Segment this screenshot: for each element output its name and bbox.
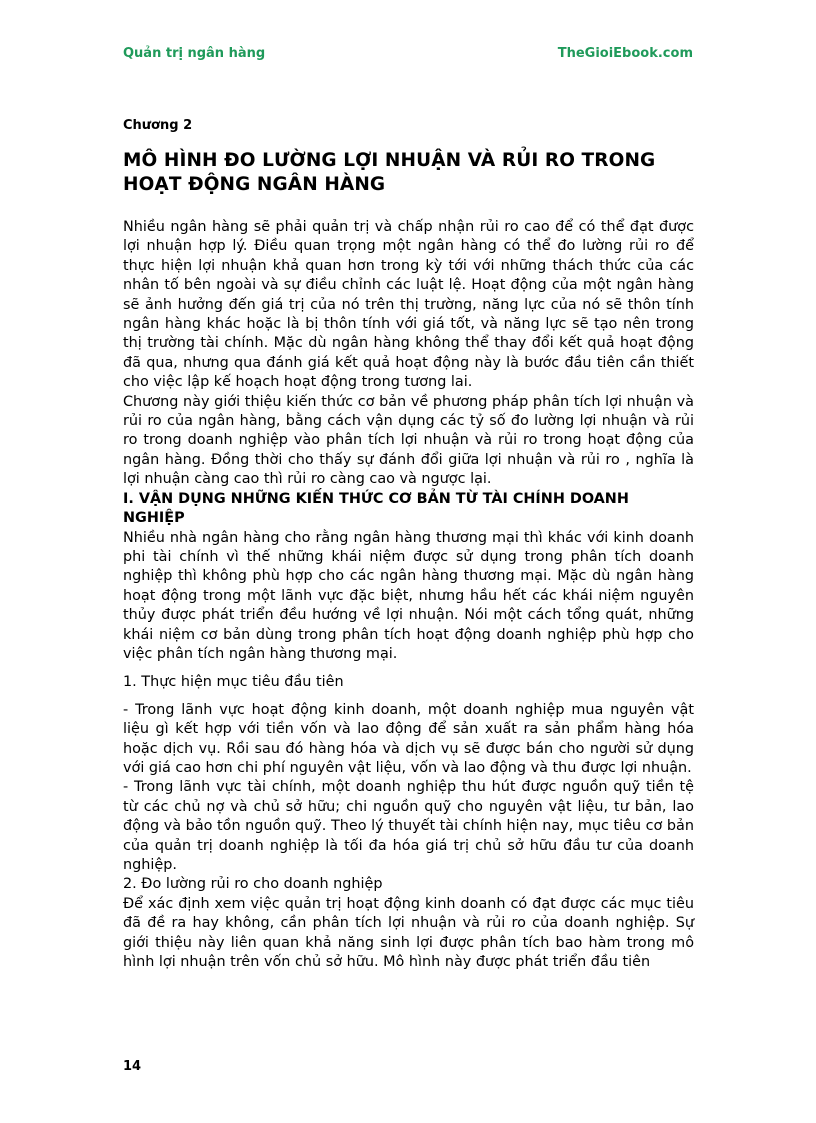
chapter-label: Chương 2 <box>123 118 193 133</box>
paragraph-section-1: Nhiều nhà ngân hàng cho rằng ngân hàng thương mại thì khác với kinh doanh phi tài chính vì thế những khái niệm được sử dụng trong phân tích doanh nghiệp thì không phù hợp cho các ngân hàng thương mại. Mặc dù ngân hàng hoạt động trong một lãnh vực đặc biệt, nhưng hầu hết các khái niệm nguyên thủy được phát triển đều hướng về lợi nhuận. Nói một cách tổng quát, những khái niệm cơ bản dùng trong phân tích hoạt động doanh nghiệp phù hợp cho việc phân tích ngân hàng thương mại. <box>123 529 694 662</box>
paragraph-finance-activity: - Trong lãnh vực tài chính, một doanh nghiệp thu hút được nguồn quỹ tiền tệ từ các chủ nợ và chủ sở hữu; chi nguồn quỹ cho nguyên vật liệu, tư bản, lao động và bảo tồn nguồn quỹ. Theo lý thuyết tài chính hiện nay, mục tiêu cơ bản của quản trị doanh nghiệp là tối đa hóa giá trị chủ sở hữu đầu tư của doanh nghiệp. <box>123 779 694 873</box>
paragraph-chapter-overview: Chương này giới thiệu kiến thức cơ bản về phương pháp phân tích lợi nhuận và rủi ro của ngân hàng, bằng cách vận dụng các tỷ số đo lường lợi nhuận và rủi ro trong doanh nghiệp vào phân tích lợi nhuận và rủi ro trong hoạt động của ngân hàng. Đồng thời cho thấy sự đánh đổi giữa lợi nhuận và rủi ro , nghĩa là lợi nhuận càng cao thì rủi ro càng cao và ngược lại. <box>123 393 694 488</box>
section-heading-1: I. VẬN DỤNG NHỮNG KIẾN THỨC CƠ BẢN TỪ TÀI CHÍNH DOANH NGHIỆP <box>123 490 629 527</box>
subheading-2: 2. Đo lường rủi ro cho doanh nghiệp <box>123 876 383 893</box>
subheading-1: 1. Thực hiện mục tiêu đầu tiên <box>123 674 344 691</box>
running-header-book-title: Quản trị ngân hàng <box>123 46 266 61</box>
page-body <box>123 218 694 972</box>
running-header-site: TheGioiEbook.com <box>557 46 693 61</box>
paragraph-business-activity: - Trong lãnh vực hoạt động kinh doanh, một doanh nghiệp mua nguyên vật liệu gì kết hợp với tiền vốn và lao động để sản xuất ra sản phẩm hàng hóa hoặc dịch vụ. Rồi sau đó hàng hóa và dịch vụ sẽ được bán cho người sử dụng với giá cao hơn chi phí nguyên vật liệu, vốn và lao động và thu được lợi nhuận. <box>123 701 694 776</box>
page-number: 14 <box>123 1059 142 1074</box>
paragraph-intro: Nhiều ngân hàng sẽ phải quản trị và chấp nhận rủi ro cao để có thể đạt được lợi nhuận hợp lý. Điều quan trọng một ngân hàng có thể đo lường rủi ro để thực hiện lợi nhuận khả quan hơn trong kỳ tới với những thách thức của các nhân tố bên ngoài và sự điều chỉnh các luật lệ. Hoạt động của một ngân hàng sẽ ảnh hưởng đến giá trị của nó trên thị trường, năng lực của nó sẽ thôn tính ngân hàng khác hoặc là bị thôn tính với giá tốt, và năng lực sẽ tạo nên trong thị trường tài chính. Mặc dù ngân hàng không thể thay đổi kết quả hoạt động đã qua, nhưng qua đánh giá kết quả hoạt động này là bước đầu tiên cần thiết cho việc lập kế hoạch hoạt động trong tương lai. <box>123 219 694 391</box>
chapter-title: MÔ HÌNH ĐO LƯỜNG LỢI NHUẬN VÀ RỦI RO TRONG HOẠT ĐỘNG NGÂN HÀNG <box>123 150 656 195</box>
paragraph-risk-measurement: Để xác định xem việc quản trị hoạt động kinh doanh có đạt được các mục tiêu đã đề ra hay không, cần phân tích lợi nhuận và rủi ro của doanh nghiệp. Sự giới thiệu này liên quan khả năng sinh lợi được phân tích bao hàm trong mô hình lợi nhuận trên vốn chủ sở hữu. Mô hình này được phát triển đầu tiên <box>123 895 694 971</box>
